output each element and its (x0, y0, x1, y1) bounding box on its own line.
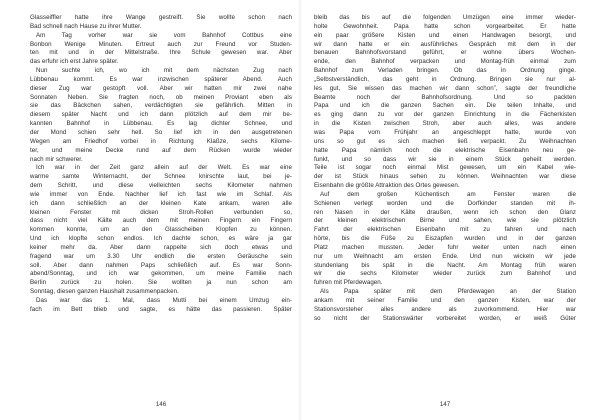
text-line: dem Schritt, und diese vielleichten sechs Kilometer nahmen (30, 182, 292, 190)
text-line: nur um Weihnacht am ersten Ende. Und nun wickeln wir jede (314, 252, 576, 260)
text-line: les gut, Sie wissen das machen wir dann schon”, sagte der freundliche (314, 84, 576, 92)
text-line: das erfuhr ich erst Jahre später. (30, 58, 119, 66)
text-line: in die Kisten zwischen Stroh, aber auch alles, was andere (314, 120, 576, 128)
text-line: fragend war um 3.30 Uhr endlich die ersten Geräusche sein (30, 252, 292, 260)
text-line: Berlin zurück zu holen. Sie wollten ja nun schon am (30, 279, 292, 287)
text-line: hörte, bis die Füße zu Eiszapfen wurden und in der ganzen (314, 235, 576, 243)
text-line: Schienen verlegt worden und die Dorfkinder standen mit ih- (314, 199, 576, 207)
text-line: bleib das bis auf die folgenden Umzügen eine immer wieder- (314, 14, 576, 21)
text-line: Als Papa später mit dem Pferdewagen an der Station (320, 288, 576, 296)
left-page (30, 14, 292, 414)
text-line: Fahrt der elektrischen Eisenbahn mit zu fahren und nach (314, 226, 576, 234)
left-page-number: 146 (155, 401, 167, 408)
text-line: es ging dann zu vor der ganzen Einrichtung in die Fächerkisten (314, 111, 576, 119)
text-line: warme samte Winternacht, der Schnee knirschte laut, bei je- (30, 173, 292, 181)
right-page (314, 14, 576, 414)
text-line: dass nicht viel Kälte auch dem mit meinen Fingern ein Fingern (30, 217, 292, 225)
text-line: ter, und meine Decke rund auf dem Rücken wurde wieder (30, 146, 292, 154)
right-page-text (314, 14, 576, 324)
text-line: holte Gewohnheit. Papa hatte schon vorgearbeitet. Er hatte (314, 22, 576, 30)
text-line: Sonntag, diesen ganzen Haushalt zusammenpacken. (30, 288, 179, 296)
text-line: Am Tag vorher war sie vom Bahnhof Cottbus eine (36, 31, 292, 39)
text-line: der ist Stück hinaus sehen zu können. Weihnachten war diese (314, 173, 576, 181)
text-line: was Papa vom Frühjahr an angeschleppt hatte, wurde von (314, 128, 576, 136)
text-line: Lübbenau kommt. Es war inzwischen späterer Abend. Auch (30, 75, 292, 83)
text-line: ankam mit seiner Familie und den ganzen Kisten, war der (314, 297, 576, 304)
text-line: kommen konnte, um an den Glasscheiben Klopfen zu können. (30, 226, 292, 234)
text-line: abend/Sonntag, und ich war gekommen, um meine Familie nach (30, 270, 292, 278)
text-line: benauen Bahnhofsvorstand geführt, er wohne übers Wochen- (314, 49, 576, 57)
text-line: Stationsvorsteher alles andere als zuvorkommend. Hier war (314, 305, 576, 313)
text-line: funkt, und so dass wir sie in einem Stück geheilt werden. (314, 155, 576, 163)
left-page-text (30, 14, 292, 315)
text-line: der Mond schien sehr hell. So lief ich in den ausgetretenen (30, 128, 292, 136)
text-line: Bahnhof zum Verladen bringen. Ob das in Ordnung ginge. (314, 67, 576, 75)
text-line: Glasseiffler hatte ihre Wange gestreift. Sie wollte schon nach (30, 14, 292, 21)
text-line: Nun suchte ich, wo ich mit dem nächsten Zug nach (36, 67, 292, 75)
text-line: Wegen am Friedhof vorbei in Richtung Klaßze, sechs Kilome- (30, 137, 292, 145)
text-line: wir die sechs Kilometer wieder zurück zum Bahnhof und (314, 270, 576, 278)
text-line: dieser Zug war gestopft voll. Aber wir hatten mir zwei nahe (30, 84, 292, 92)
text-line: diesem später Nacht und ich dann plötzlich auf dem mir be- (30, 111, 292, 119)
text-line: fach im Bett blieb und sagte, es hätte das passieren. Später (30, 305, 292, 313)
text-line: fuhren mit Pferdewagen. (314, 279, 383, 287)
right-page-number: 147 (439, 401, 451, 408)
book-gutter (298, 0, 302, 420)
text-line: Teile ist sogar noch einmal Mist gewesen, um ein Kabel wie- (314, 164, 576, 172)
text-line: ren Nasen in der Kälte draußen, wenn ich schon den Glanz (314, 208, 576, 216)
text-line: kannten Bahnhof in Lübbenau. Es lag dichter Schnee, und (30, 120, 292, 128)
text-line: Das war das 1. Mal, dass Mutti bei einem Umzug ein- (36, 297, 292, 304)
text-line: Papa und ich die ganzen Sachen ein. Die teilen Inhalte, und (314, 102, 576, 110)
text-line: ten mit und in der Mittelstraße. Ihre Schule gewesen war. Aber (30, 49, 292, 57)
text-line: Bonbon Wenige Minuten. Ertreut auch zur Freund vor Studen- (30, 40, 292, 48)
text-line: soll. Aber dann nahmen Paps schließlich auf. Es war Sonn- (30, 261, 292, 269)
text-line: so nicht der Stationswärter vorbereitet worden, er weiß Güter (314, 314, 576, 322)
text-line: nach mir schwerer. (30, 155, 83, 163)
text-line: keiner mehr da. Aber dann rappelte sich doch etwas und (30, 243, 292, 251)
text-line: der kleinen elektrischen Birne und sahen, wie sie plötzlich (314, 217, 576, 225)
text-line: ein paar größere Kisten und einen Handwagen besorgt, und (314, 31, 576, 39)
text-line: wir dann hatte er ein ausführliches Gespräch mit dem in der (314, 40, 576, 48)
text-line: Beamte noch der Bahnhofsordnung. Und so packten (314, 93, 576, 101)
text-line: Und ich klopfte schon endlos. Ich dachte schon, es wäre ja gar (30, 235, 292, 243)
text-line: ende, den Bahnhof verpacken und Montag-früh einmal zum (314, 58, 576, 66)
text-line: Bad schnell nach Hause zu ihrer Mutter. (30, 22, 142, 30)
text-line: ich dann schließlich an der kleinen Kate ankam, waren alle (30, 199, 292, 207)
text-line: stundenlang bis spät in die Nacht. Am Montag früh waren (314, 261, 576, 269)
text-line: sie das Bäckchen sahen, verdächtigten sie gefährlich. Mitten in (30, 102, 292, 110)
text-line: Auf dem großen Küchentisch am Fenster waren die (320, 190, 576, 198)
text-line: „Selbstverständlich, das geht in Ordnung. Bringen sie nur al- (314, 75, 576, 83)
text-line: hatte Papa nämlich noch die elektrische Eisenbahn neu ge- (314, 146, 576, 154)
text-line: Ich war in der Zeit ganz allein auf der Welt. Es war eine (36, 164, 292, 172)
text-line: uns so gut es sich machen ließ verpackt. Zu Weihnachten (314, 137, 576, 145)
text-line: wie immer von Ende. Nachher lief ich fast wie im Schlaf. Als (30, 190, 292, 198)
text-line: kleinen Fenster mit dicken Stroh-Rollen verbunden so, (30, 208, 292, 216)
text-line: Platz machen mussten. Jeder fuhr weiter unten nach einen (314, 243, 576, 251)
text-line: Sonnaten Neben. Sie fragten noch, ob meinen Proviant eben als (30, 93, 292, 101)
text-line: Eisenbahn die größte Attraktion des Ortes gewesen. (314, 182, 460, 190)
